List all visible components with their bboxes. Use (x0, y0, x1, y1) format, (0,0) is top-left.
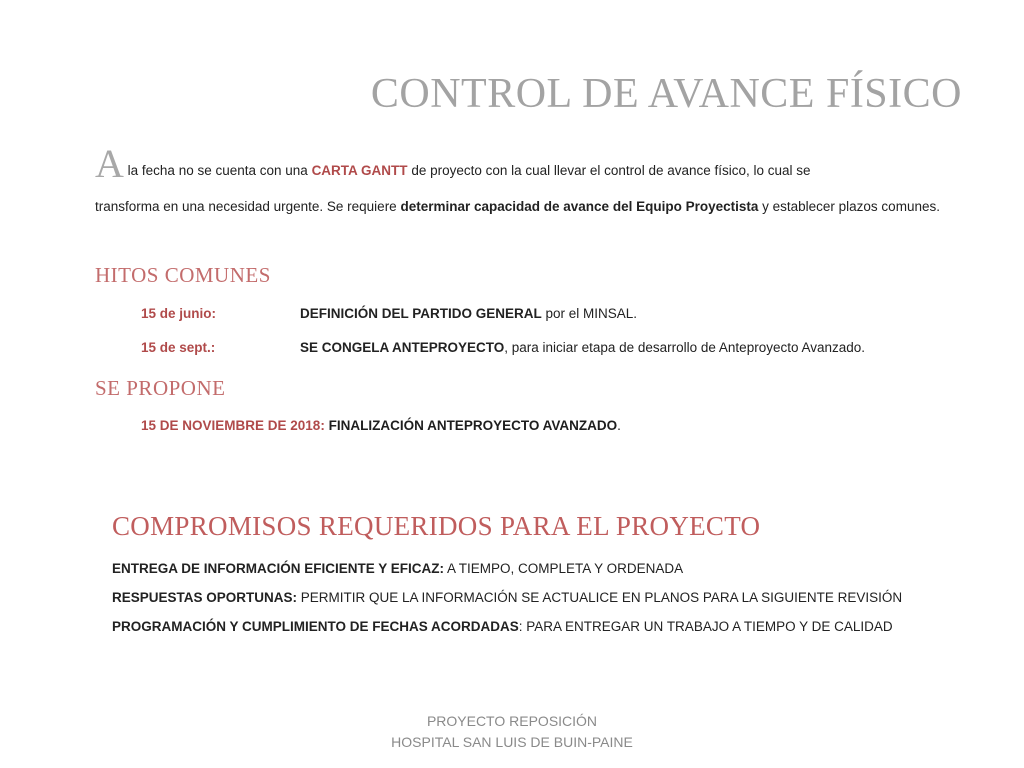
footer (0, 711, 1024, 753)
propone-item (141, 418, 621, 433)
hito-2-date: 15 de sept.: (141, 340, 216, 355)
propone-rest: . (617, 418, 621, 433)
compromiso-3-bold: PROGRAMACIÓN Y CUMPLIMIENTO DE FECHAS ACORDADAS (112, 619, 519, 634)
drop-cap: A (95, 141, 124, 186)
compromiso-2-rest: PERMITIR QUE LA INFORMACIÓN SE ACTUALICE EN PLANOS PARA LA SIGUIENTE REVISIÓN (297, 590, 903, 605)
page-title: CONTROL DE AVANCE FÍSICO (370, 71, 962, 117)
hitos-heading: HITOS COMUNES (95, 263, 271, 287)
intro-text-4: y establecer plazos comunes. (762, 199, 940, 214)
hito-2-rest: , para iniciar etapa de desarrollo de Anteproyecto Avanzado. (504, 340, 866, 355)
hito-1-bold: DEFINICIÓN DEL PARTIDO GENERAL (300, 306, 542, 321)
intro-paragraph (95, 141, 945, 220)
hito-2-description (300, 340, 865, 355)
compromiso-2-bold: RESPUESTAS OPORTUNAS: (112, 590, 298, 605)
intro-bold-capacidad: determinar capacidad de avance del Equipo Proyectista (400, 199, 759, 214)
hito-2-bold: SE CONGELA ANTEPROYECTO (300, 340, 505, 355)
hito-1-description (300, 306, 637, 321)
propone-heading: SE PROPONE (95, 376, 226, 400)
compromiso-1-rest: A TIEMPO, COMPLETA Y ORDENADA (444, 561, 684, 576)
compromisos-heading: COMPROMISOS REQUERIDOS PARA EL PROYECTO (112, 511, 761, 541)
propone-bold: FINALIZACIÓN ANTEPROYECTO AVANZADO (328, 418, 618, 433)
intro-text-2: de proyecto con la cual llevar el control de avance físico, lo cual se (411, 163, 811, 178)
hito-1-date: 15 de junio: (141, 306, 217, 321)
intro-highlight-carta-gantt: CARTA GANTT (311, 163, 408, 178)
footer-line-1: PROYECTO REPOSICIÓN (426, 713, 598, 729)
propone-date: 15 DE NOVIEMBRE DE 2018: (141, 418, 325, 433)
compromiso-3-rest: : PARA ENTREGAR UN TRABAJO A TIEMPO Y DE CALIDAD (518, 619, 893, 634)
intro-text-1: la fecha no se cuenta con una (127, 163, 308, 178)
compromiso-1 (112, 561, 683, 576)
footer-line-2: HOSPITAL SAN LUIS DE BUIN-PAINE (391, 734, 633, 750)
hito-1-rest: por el MINSAL. (541, 306, 638, 321)
intro-text-3: transforma en una necesidad urgente. Se requiere (95, 199, 397, 214)
compromiso-2 (112, 590, 902, 605)
compromiso-1-bold: ENTREGA DE INFORMACIÓN EFICIENTE Y EFICAZ: (112, 561, 445, 576)
compromiso-3 (112, 619, 893, 634)
